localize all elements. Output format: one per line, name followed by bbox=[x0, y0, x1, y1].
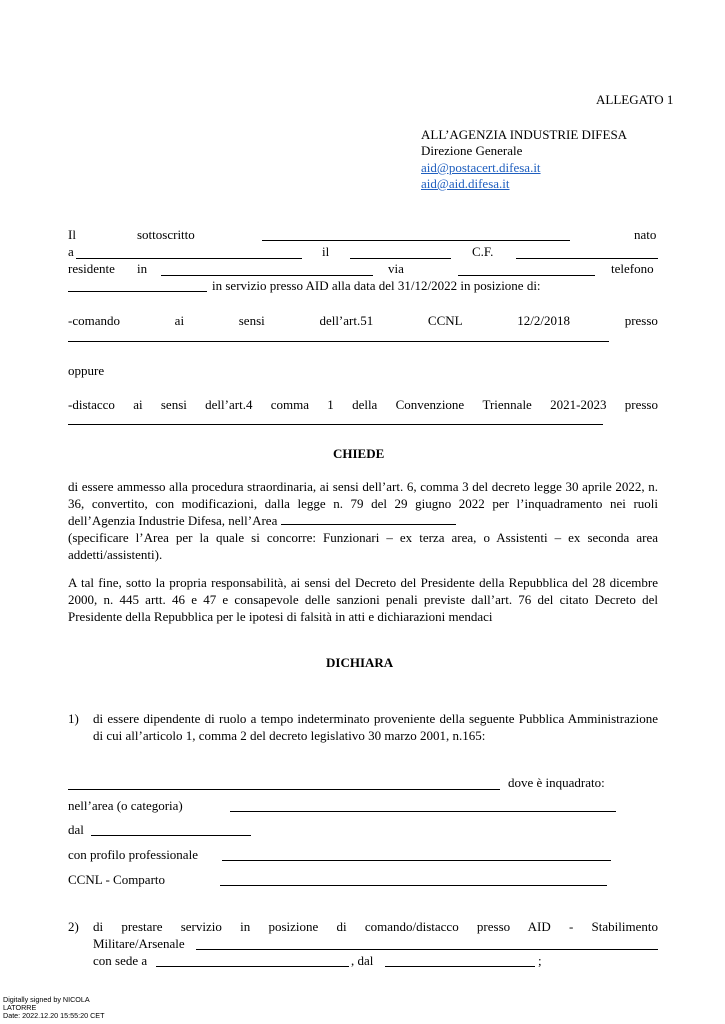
distacco-word: ai bbox=[133, 397, 143, 412]
form-residente-label: residente bbox=[68, 261, 115, 276]
form-servizio-text: in servizio presso AID alla data del 31/12/2022 in posizione di: bbox=[212, 278, 541, 293]
dal-label: dal bbox=[68, 822, 84, 837]
distacco-presso-field[interactable] bbox=[68, 424, 603, 425]
area-field[interactable] bbox=[281, 513, 456, 525]
item-1-number: 1) bbox=[68, 711, 79, 726]
form-in-label: in bbox=[137, 261, 148, 276]
item-1-text: di essere dipendente di ruolo a tempo indeterminato proveniente della seguente Pubblica Amministrazione di cui all’articolo 1, comma 2 del decreto legislativo 30 marzo 2001, n.165: bbox=[93, 711, 658, 743]
chiede-heading: CHIEDE bbox=[333, 446, 385, 461]
form-il-date-label: il bbox=[322, 244, 330, 259]
allegato-label: ALLEGATO 1 bbox=[596, 92, 674, 107]
comando-word: ai bbox=[174, 313, 185, 328]
comando-row bbox=[68, 314, 658, 327]
profilo-label: con profilo professionale bbox=[68, 847, 198, 862]
responsibility-paragraph: A tal fine, sotto la propria responsabilità, ai sensi del Decreto del Presidente della Repubblica del 28 dicembre 2000, n. 445 artt. 46 e 47 e consapevole delle sanzioni penali previste dall’art. 76 del citato Decreto del Presidente della Repubblica per le ipotesi di falsità in atti e dichiarazioni mendaci bbox=[68, 575, 658, 624]
distacco-word: Triennale bbox=[482, 397, 532, 412]
profilo-field[interactable] bbox=[222, 860, 611, 861]
comando-word: sensi bbox=[238, 313, 265, 328]
birthplace-field[interactable] bbox=[76, 258, 302, 259]
distacco-word: 1 bbox=[327, 397, 334, 412]
chiede-paragraph: di essere ammesso alla procedura straordinaria, ai sensi dell’art. 6, comma 3 del decreto legge 30 aprile 2022, n. 36, convertito, con modificazioni, dalla legge n. 79 del 29 giugno 2022 per l’inquadramento nei ruoli dell’Agenzia Industrie Difesa, nell’Area bbox=[68, 479, 658, 528]
distacco-word: dell’art.4 bbox=[205, 397, 253, 412]
distacco-word: sensi bbox=[160, 397, 187, 412]
administration-field[interactable] bbox=[68, 789, 500, 790]
email-link-postacert[interactable]: aid@postacert.difesa.it bbox=[421, 160, 541, 175]
form-a-label: a bbox=[68, 244, 74, 259]
signature-date: Date: 2022.12.20 15:55:20 CET bbox=[3, 1011, 105, 1020]
distacco-word: -distacco bbox=[68, 397, 115, 412]
ccnl-comparto-label: CCNL - Comparto bbox=[68, 872, 166, 887]
oppure-label: oppure bbox=[68, 363, 105, 378]
distacco-word: 2021-2023 bbox=[550, 397, 607, 412]
comando-word: CCNL bbox=[427, 313, 463, 328]
militare-arsenale-field[interactable] bbox=[196, 949, 658, 950]
phone-field[interactable] bbox=[68, 291, 207, 292]
codice-fiscale-field[interactable] bbox=[516, 258, 658, 259]
distacco-word: della bbox=[352, 397, 378, 412]
distacco-word: Convenzione bbox=[395, 397, 465, 412]
semicolon: ; bbox=[538, 953, 542, 968]
area-specification: (specificare l’Area per la quale si concorre: Funzionari – ex terza area, o Assistenti – ex seconda area addetti/assistenti). bbox=[68, 530, 658, 562]
name-field[interactable] bbox=[262, 240, 570, 241]
comando-word: presso bbox=[624, 313, 658, 328]
distacco-word: comma bbox=[270, 397, 309, 412]
residence-city-field[interactable] bbox=[161, 275, 373, 276]
dove-inquadrato-label: dove è inquadrato: bbox=[508, 775, 605, 790]
comando-presso-field[interactable] bbox=[68, 341, 609, 342]
form-nato-label: nato bbox=[634, 227, 657, 242]
militare-arsenale-label: Militare/Arsenale bbox=[93, 936, 185, 951]
sede-dal-field[interactable] bbox=[385, 966, 535, 967]
area-categoria-label: nell’area (o categoria) bbox=[68, 798, 183, 813]
form-telefono-label: telefono bbox=[611, 261, 654, 276]
item-2-text: di prestare servizio in posizione di comando/distacco presso AID - Stabilimento bbox=[93, 919, 658, 934]
dal-date-field[interactable] bbox=[91, 835, 251, 836]
email-link-aid[interactable]: aid@aid.difesa.it bbox=[421, 176, 510, 191]
area-categoria-field[interactable] bbox=[230, 811, 616, 812]
dal-sede-label: , dal bbox=[351, 953, 374, 968]
street-field[interactable] bbox=[458, 275, 595, 276]
form-il-label: Il bbox=[68, 227, 76, 242]
signature-line-2: LATORRE bbox=[3, 1003, 37, 1012]
distacco-row bbox=[68, 398, 658, 411]
comando-word: 12/2/2018 bbox=[517, 313, 571, 328]
item-2-text-row bbox=[93, 920, 658, 933]
direzione-label: Direzione Generale bbox=[421, 143, 523, 158]
form-via-label: via bbox=[388, 261, 404, 276]
recipient-title: ALL’AGENZIA INDUSTRIE DIFESA bbox=[421, 127, 628, 142]
distacco-word: presso bbox=[624, 397, 658, 412]
sede-field[interactable] bbox=[156, 966, 349, 967]
item-2-number: 2) bbox=[68, 919, 79, 934]
comando-word: -comando bbox=[68, 313, 120, 328]
con-sede-label: con sede a bbox=[93, 953, 148, 968]
form-sottoscritto-label: sottoscritto bbox=[137, 227, 195, 242]
ccnl-comparto-field[interactable] bbox=[220, 885, 607, 886]
dichiara-heading: DICHIARA bbox=[326, 655, 394, 670]
comando-word: dell’art.51 bbox=[319, 313, 374, 328]
birthdate-field[interactable] bbox=[350, 258, 451, 259]
signature-line-1: Digitally signed by NICOLA bbox=[3, 995, 90, 1004]
form-cf-label: C.F. bbox=[472, 244, 494, 259]
